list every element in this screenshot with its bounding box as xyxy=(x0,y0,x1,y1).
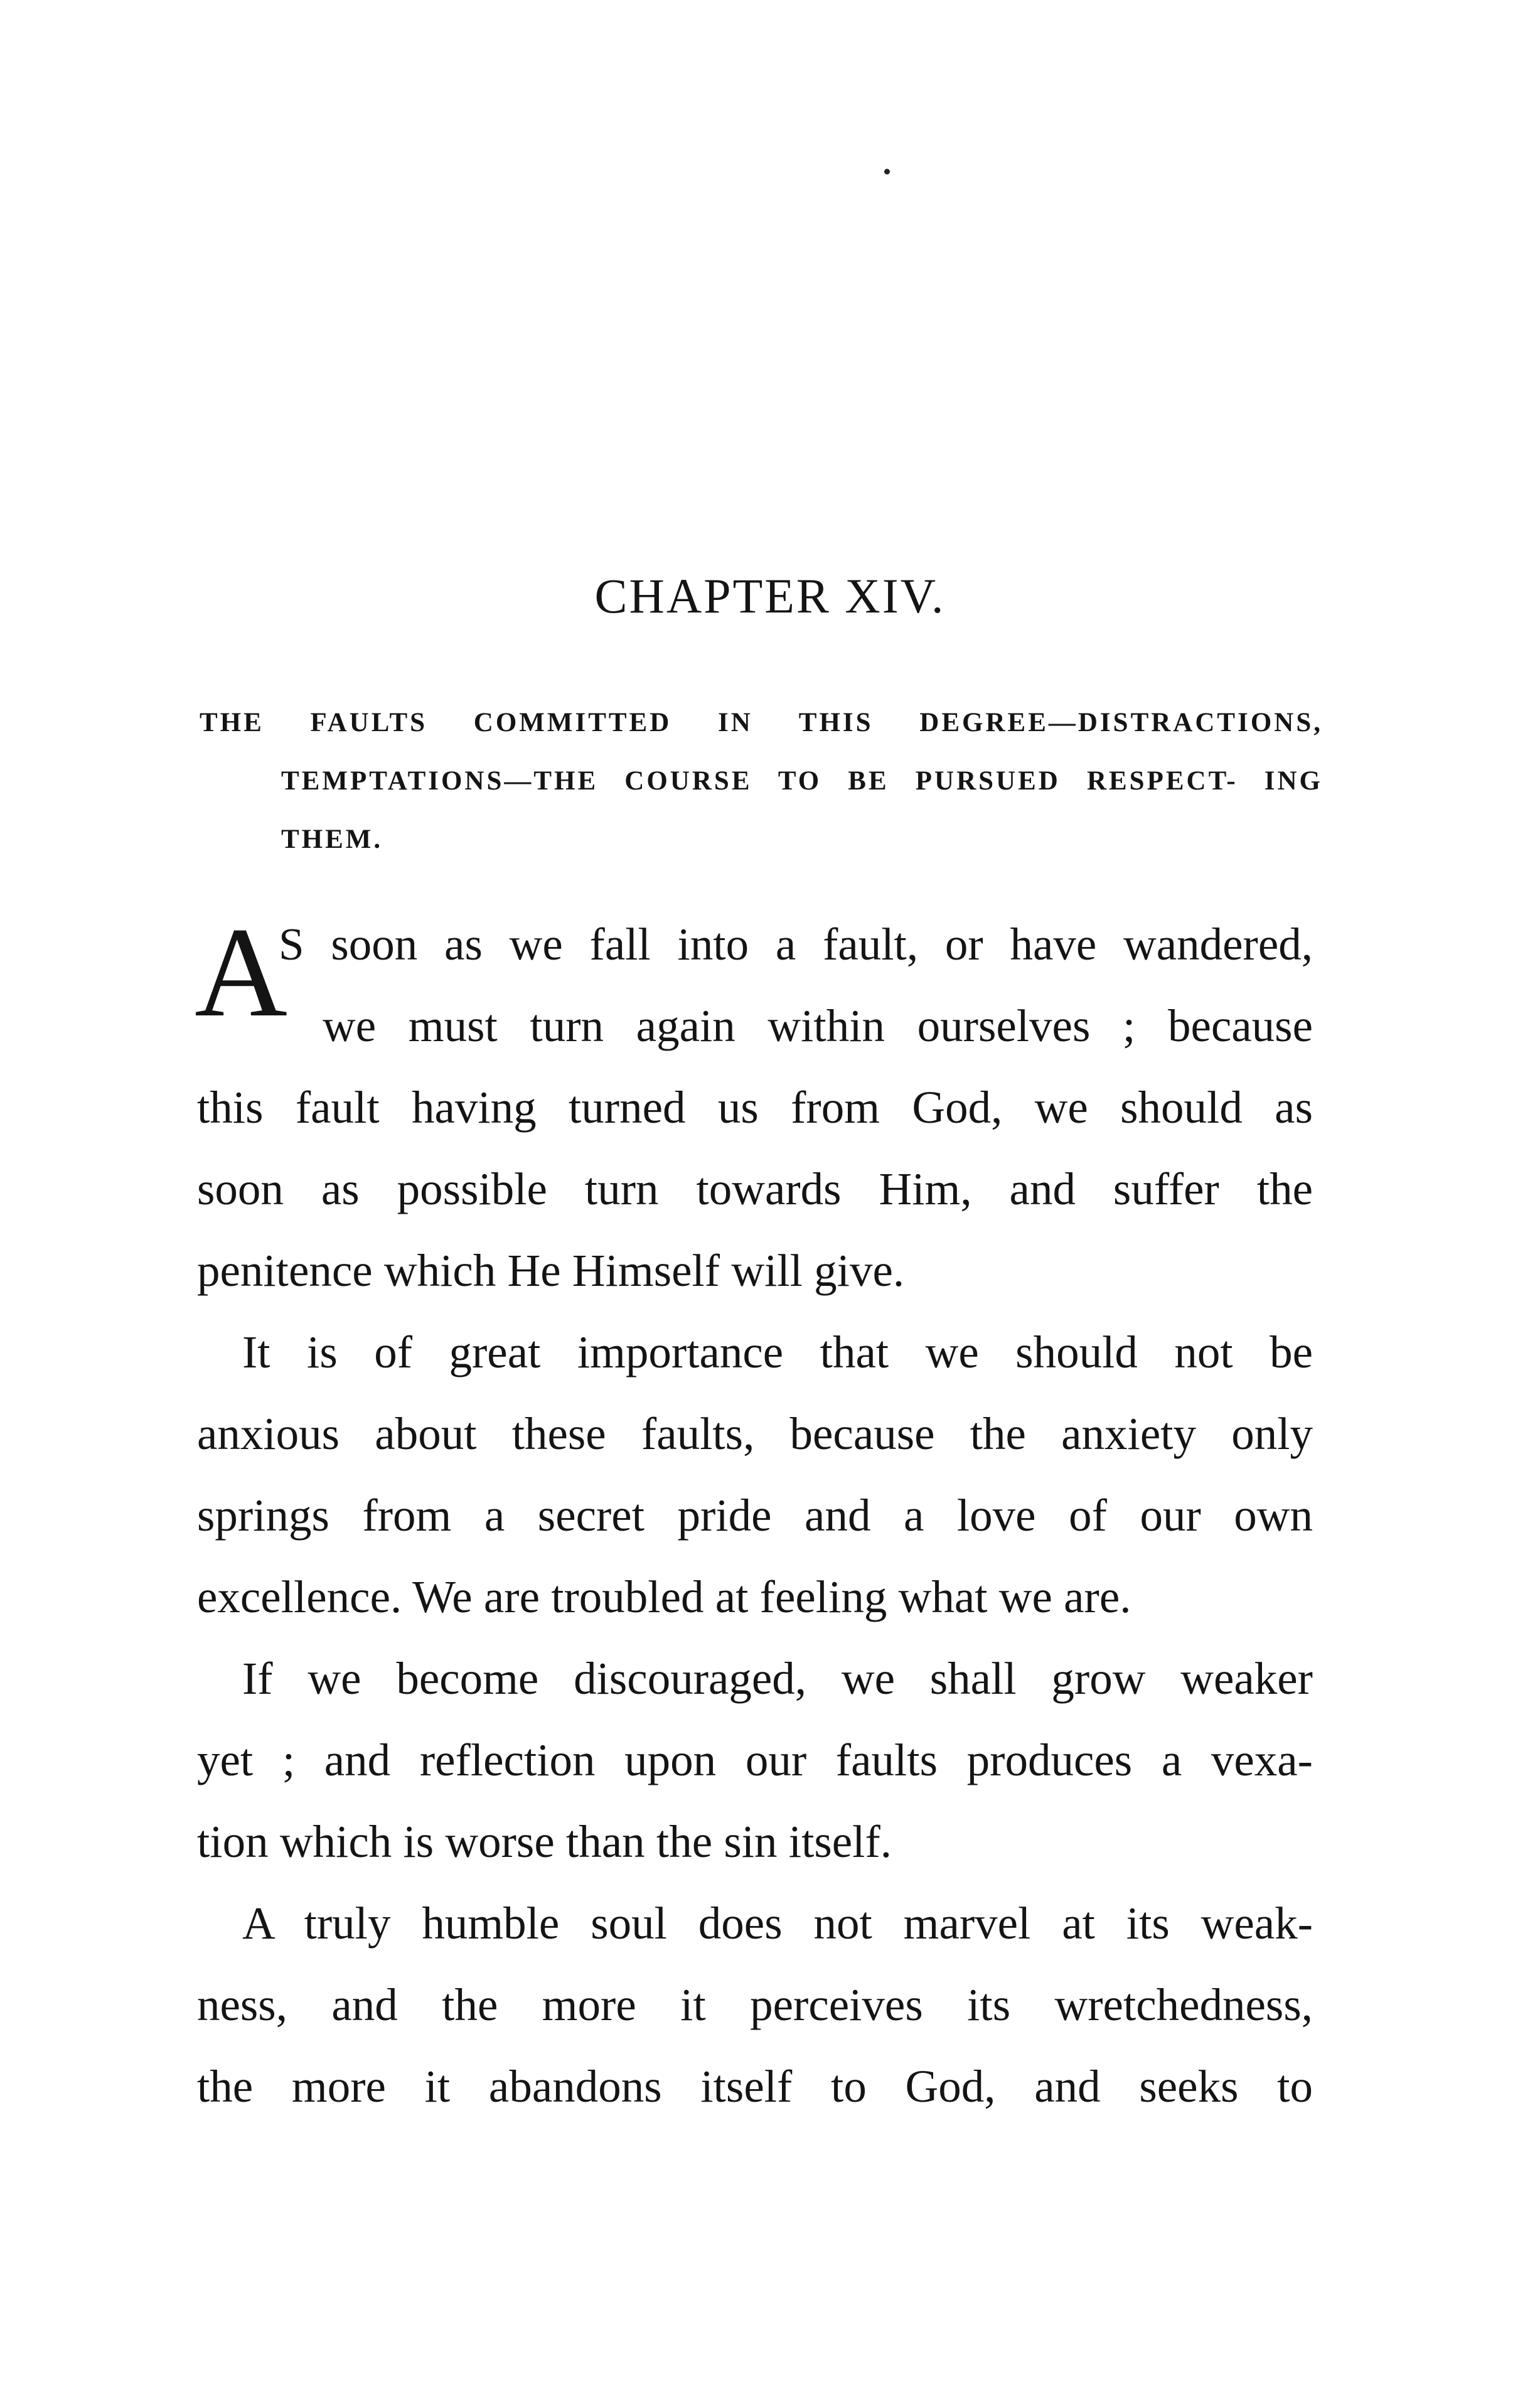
text-line: If we become discouraged, we shall grow weaker xyxy=(242,1653,1313,1704)
chapter-title: CHAPTER XIV. xyxy=(594,569,946,623)
text-line: springs from a secret pride and a love of our own xyxy=(197,1490,1313,1541)
text-line: A truly humble soul does not marvel at its weak- xyxy=(242,1898,1313,1949)
text-line: the more it abandons itself to God, and seeks to xyxy=(197,2061,1313,2112)
text-line: anxious about these faults, because the anxiety only xyxy=(197,1408,1313,1459)
text-line: S soon as we fall into a fault, or have wandered, xyxy=(279,919,1313,970)
text-line: we must turn again within ourselves ; because xyxy=(323,1000,1313,1051)
print-speck xyxy=(884,169,890,174)
text-line: tion which is worse than the sin itself. xyxy=(197,1816,892,1867)
drop-cap: A xyxy=(195,901,288,1044)
paragraph-2 xyxy=(197,1312,1313,1638)
chapter-body xyxy=(195,901,1313,2127)
text-line: penitence which He Himself will give. xyxy=(197,1245,905,1296)
paragraph-4 xyxy=(197,1883,1313,2127)
text-line: soon as possible turn towards Him, and suffer the xyxy=(197,1163,1313,1214)
chapter-summary: THE FAULTS COMMITTED IN THIS DEGREE—DISTRACTIONS, TEMPTATIONS—THE COURSE TO BE PURSUED RESPECT- ING THEM. xyxy=(200,708,1323,854)
text-line: yet ; and reflection upon our faults produces a vexa- xyxy=(197,1735,1313,1785)
paragraph-1 xyxy=(195,901,1313,1312)
text-line: this fault having turned us from God, we should as xyxy=(197,1082,1313,1133)
text-line: It is of great importance that we should not be xyxy=(242,1327,1313,1377)
text-line: excellence. We are troubled at feeling what we are. xyxy=(197,1571,1131,1622)
paragraph-3 xyxy=(197,1638,1313,1883)
text-line: ness, and the more it perceives its wretchedness, xyxy=(197,1979,1313,2030)
